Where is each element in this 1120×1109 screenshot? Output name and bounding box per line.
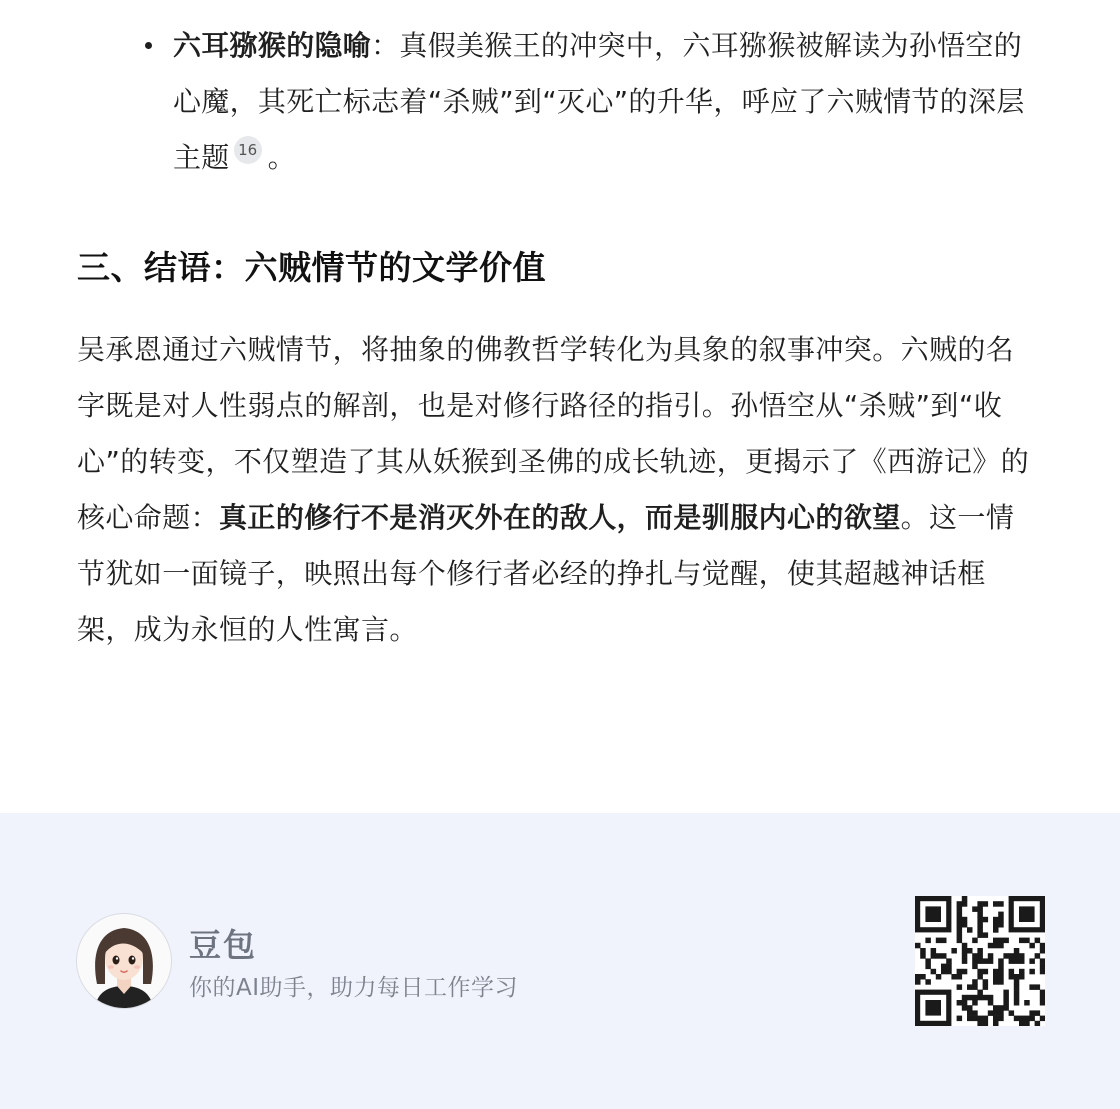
bullet-list: [140, 18, 1040, 186]
brand-tagline: 你的AI助手，助力每日工作学习: [189, 975, 519, 1001]
avatar-girl-icon: [76, 913, 172, 1009]
paragraph-text-part2: 。这一情节犹如一面镜子，映照出每个修行者必经的挣扎与觉醒，使其超越神话框架，成为永恒的人性寓言。: [77, 501, 1015, 646]
brand-name: 豆包: [189, 926, 258, 964]
conclusion-paragraph: [77, 322, 1042, 658]
bullet-text: ：真假美猴王的冲突中，六耳猕猴被解读为孙悟空的心魔，其死亡标志着“杀贼”到“灭心”的升华，呼应了六贼情节的深层主题: [173, 29, 1025, 174]
bullet-dot-icon: [145, 42, 152, 49]
qr-code-icon[interactable]: [915, 896, 1045, 1026]
paragraph-text-part1: 吴承恩通过六贼情节，将抽象的佛教哲学转化为具象的叙事冲突。六贼的名字既是对人性弱点的解剖，也是对修行路径的指引。孙悟空从“杀贼”到“收心”的转变，不仅塑造了其从妖猴到圣佛的成长轨迹，更揭示了《西游记》的核心命题：: [77, 333, 1030, 534]
bullet-bold-label: 六耳猕猴的隐喻: [173, 29, 372, 62]
bullet-end-punct: 。: [267, 141, 296, 174]
list-item: [140, 18, 1040, 186]
paragraph-bold-text: 真正的修行不是消灭外在的敌人，而是驯服内心的欲望: [219, 501, 901, 534]
footer-banner: [0, 813, 1120, 1109]
section-heading: 三、结语：六贼情节的文学价值: [77, 248, 546, 287]
citation-badge[interactable]: 16: [234, 136, 262, 164]
